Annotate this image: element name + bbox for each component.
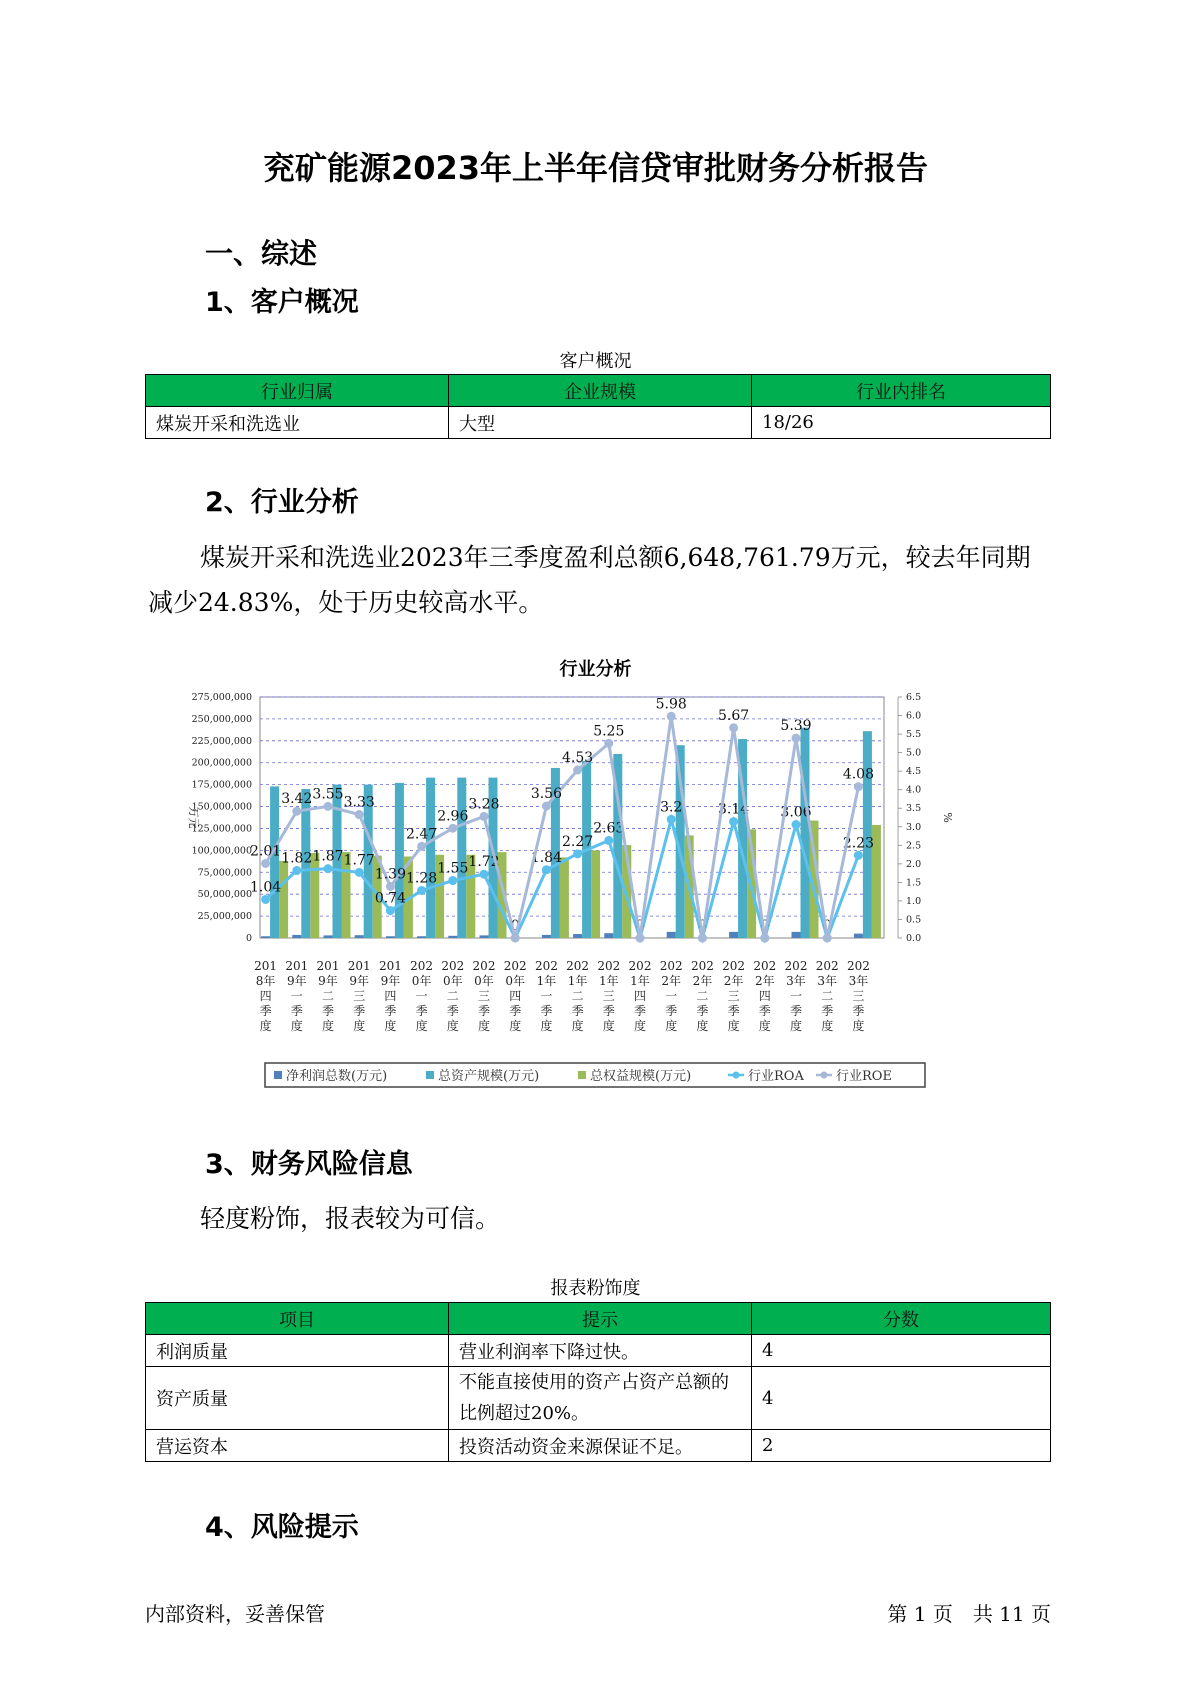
y-tick-label-right: 3.5 (906, 803, 922, 815)
y-tick-label-left: 50,000,000 (197, 889, 252, 901)
legend-label: 净利润总数(万元) (286, 1069, 388, 1084)
x-tick-label: 度 (789, 1019, 803, 1033)
x-tick-label: 2年 (723, 974, 744, 988)
table-header-cell: 分数 (752, 1303, 1051, 1335)
x-tick-label: 1年 (630, 974, 650, 988)
x-tick-label: 季 (665, 1004, 678, 1018)
data-label: 1.84 (530, 849, 562, 866)
bar (395, 783, 404, 938)
table-row (146, 1367, 1051, 1430)
legend-swatch (274, 1071, 282, 1079)
x-tick-label: 四 (633, 989, 647, 1003)
x-tick-label: 二 (696, 989, 709, 1003)
x-tick-label: 202 (784, 959, 808, 973)
bar (801, 728, 810, 938)
data-point (636, 934, 645, 943)
y-tick-label-right: 0.5 (906, 914, 922, 926)
data-label: 1.39 (374, 866, 406, 883)
x-tick-label: 度 (727, 1019, 740, 1033)
y-tick-label-right: 6.5 (906, 692, 922, 703)
footer-page-number: 第 1 页 共 11 页 (887, 1602, 1051, 1626)
x-tick-label: 度 (477, 1019, 491, 1033)
table-cell: 营运资本 (146, 1430, 449, 1462)
x-tick-label: 二 (446, 989, 459, 1003)
x-tick-label: 9年 (318, 974, 338, 988)
y-tick-label-left: 200,000,000 (191, 757, 252, 769)
x-tick-label: 202 (441, 959, 465, 973)
data-label: 1.28 (406, 870, 438, 887)
y-tick-label-left: 250,000,000 (191, 713, 252, 725)
x-tick-label: 2年 (754, 974, 775, 988)
table-header-cell: 项目 (146, 1303, 449, 1335)
subheading-financial-risk: 3、财务风险信息 (205, 1149, 413, 1180)
y-tick-label-right: 6.0 (906, 710, 922, 722)
bar (560, 857, 569, 938)
x-tick-label: 9年 (286, 974, 307, 988)
risk-table-caption: 报表粉饰度 (550, 1278, 641, 1299)
x-tick-label: 一 (540, 989, 553, 1003)
data-label: 1.04 (250, 879, 282, 896)
page-title: 兖矿能源2023年上半年信贷审批财务分析报告 (262, 149, 929, 187)
x-tick-label: 季 (758, 1004, 771, 1018)
x-tick-label: 0年 (411, 974, 432, 988)
data-point (448, 824, 457, 833)
x-tick-label: 度 (384, 1019, 397, 1033)
data-label: 4.08 (842, 766, 874, 783)
x-tick-label: 202 (722, 959, 746, 973)
data-label: 2.47 (406, 826, 438, 843)
bar (426, 778, 435, 938)
table-row (146, 407, 1051, 439)
data-label: 1.87 (312, 848, 344, 865)
data-label: 2.23 (842, 835, 874, 852)
data-label: 2.01 (250, 843, 282, 860)
x-tick-label: 202 (628, 959, 652, 973)
table-cell: 投资活动资金来源保证不足。 (449, 1430, 752, 1462)
data-point (292, 866, 301, 875)
data-point (261, 895, 270, 904)
x-tick-label: 201 (378, 959, 402, 973)
x-tick-label: 一 (665, 989, 678, 1003)
data-point (854, 782, 863, 791)
bar (457, 778, 466, 938)
data-point (480, 812, 489, 821)
y-tick-label-left: 125,000,000 (191, 823, 252, 835)
x-tick-label: 三 (353, 989, 366, 1003)
y-tick-label-right: 2.5 (906, 840, 922, 852)
legend-label: 行业ROA (748, 1069, 804, 1084)
data-label: 0 (635, 918, 645, 934)
data-label: 0 (510, 918, 520, 934)
data-point (480, 870, 489, 879)
data-point (386, 906, 395, 915)
x-tick-label: 度 (353, 1019, 366, 1033)
bar (729, 932, 738, 938)
legend-swatch (821, 1072, 828, 1079)
x-tick-label: 季 (852, 1004, 865, 1018)
bar (355, 935, 364, 938)
data-point (417, 842, 426, 851)
y-tick-label-left: 150,000,000 (191, 801, 252, 813)
data-label: 0.74 (374, 890, 406, 907)
y-tick-label-left: 100,000,000 (191, 845, 252, 857)
bar (270, 786, 279, 938)
x-tick-label: 202 (410, 959, 434, 973)
x-tick-label: 201 (316, 959, 340, 973)
x-tick-label: 度 (665, 1019, 678, 1033)
x-tick-label: 1年 (536, 974, 557, 988)
data-point (573, 766, 582, 775)
data-label: 1.72 (468, 854, 500, 871)
x-tick-label: 季 (571, 1004, 584, 1018)
footer-confidential: 内部资料，妥善保管 (145, 1602, 325, 1626)
legend-label: 总资产规模(万元) (438, 1069, 540, 1084)
x-tick-label: 三 (477, 989, 491, 1003)
y-axis-label-left: 万元 (187, 806, 200, 829)
x-tick-label: 202 (566, 959, 590, 973)
x-tick-label: 202 (534, 959, 558, 973)
data-point (729, 817, 738, 826)
data-label: 5.67 (718, 707, 750, 724)
x-tick-label: 季 (259, 1004, 272, 1018)
y-tick-label-right: 0.0 (906, 933, 922, 944)
x-tick-label: 201 (254, 959, 278, 973)
data-point (542, 802, 551, 811)
x-tick-label: 一 (290, 989, 303, 1003)
x-tick-label: 季 (477, 1004, 491, 1018)
data-point (448, 876, 457, 885)
data-label: 2.96 (437, 808, 469, 825)
x-tick-label: 度 (415, 1019, 428, 1033)
client-table-caption: 客户概况 (559, 351, 632, 372)
data-point (261, 859, 270, 868)
bar (854, 934, 863, 938)
data-point (854, 851, 863, 860)
data-label: 3.56 (530, 786, 562, 803)
x-tick-label: 202 (690, 959, 714, 973)
x-tick-label: 度 (509, 1019, 522, 1033)
data-point (542, 865, 551, 874)
data-label: 3.28 (468, 796, 500, 813)
table-cell: 大型 (449, 407, 752, 439)
bar (667, 932, 676, 938)
table-cell: 18/26 (752, 407, 1051, 439)
table-header-cell: 行业归属 (146, 375, 449, 407)
legend-swatch (578, 1071, 586, 1079)
data-label: 3.42 (281, 791, 313, 808)
x-tick-label: 度 (321, 1019, 335, 1033)
x-tick-label: 202 (597, 959, 621, 973)
x-tick-label: 202 (753, 959, 777, 973)
x-tick-label: 二 (821, 989, 834, 1003)
x-tick-label: 季 (446, 1004, 459, 1018)
data-point (324, 864, 333, 873)
industry-chart (160, 685, 1040, 1105)
bar (324, 935, 333, 938)
y-tick-label-right: 4.0 (906, 784, 922, 796)
data-point (667, 815, 676, 824)
x-tick-label: 0年 (505, 974, 526, 988)
section-heading-overview: 一、综述 (205, 237, 318, 270)
table-row (146, 1335, 1051, 1367)
y-tick-label-right: 3.0 (906, 821, 922, 833)
x-tick-label: 四 (509, 989, 522, 1003)
x-tick-label: 1年 (598, 974, 619, 988)
x-tick-label: 202 (472, 959, 496, 973)
legend-label: 行业ROE (836, 1069, 892, 1084)
x-tick-label: 9年 (380, 974, 401, 988)
y-tick-label-left: 175,000,000 (191, 779, 252, 791)
x-tick-label: 201 (347, 959, 371, 973)
x-tick-label: 202 (503, 959, 527, 973)
subheading-industry-analysis: 2、行业分析 (205, 487, 359, 518)
table-row (146, 1430, 1051, 1462)
x-tick-label: 1年 (567, 974, 588, 988)
x-tick-label: 度 (446, 1019, 459, 1033)
data-label: 3.2 (660, 799, 683, 816)
table-cell: 利润质量 (146, 1335, 449, 1367)
industry-paragraph: 煤炭开采和洗选业2023年三季度盈利总额6,648,761.79万元，较去年同期减少24.83%，处于历史较高水平。 (148, 543, 1031, 617)
bar (542, 935, 551, 938)
table-header-row (146, 375, 1051, 407)
data-point (604, 739, 613, 748)
x-tick-label: 2年 (661, 974, 682, 988)
y-tick-label-left: 225,000,000 (191, 735, 252, 747)
y-tick-label-right: 2.0 (906, 858, 922, 870)
data-label: 1.55 (437, 860, 469, 877)
y-tick-label-right: 1.0 (906, 895, 922, 907)
x-tick-label: 2年 (692, 974, 713, 988)
x-tick-label: 度 (758, 1019, 771, 1033)
data-point (386, 882, 395, 891)
data-point (417, 886, 426, 895)
bar (417, 936, 426, 938)
x-tick-label: 四 (384, 989, 397, 1003)
risk-paragraph: 轻度粉饰，报表较为可信。 (200, 1204, 501, 1233)
x-tick-label: 季 (384, 1004, 397, 1018)
x-tick-label: 度 (540, 1019, 553, 1033)
x-tick-label: 度 (571, 1019, 584, 1033)
x-tick-label: 201 (285, 959, 309, 973)
data-point (292, 807, 301, 816)
bar (279, 861, 288, 938)
data-point (355, 810, 364, 819)
legend-swatch (733, 1072, 740, 1079)
data-label: 1.82 (281, 850, 313, 867)
table-cell: 资产质量 (146, 1367, 449, 1430)
data-label: 3.06 (780, 804, 812, 821)
bar (604, 933, 613, 938)
data-label: 0 (822, 918, 832, 934)
x-tick-label: 二 (571, 989, 584, 1003)
y-tick-label-right: 5.0 (906, 747, 922, 759)
x-tick-label: 季 (509, 1004, 522, 1018)
table-header-cell: 提示 (449, 1303, 752, 1335)
x-tick-label: 季 (633, 1004, 647, 1018)
data-label: 5.39 (780, 718, 812, 735)
table-cell: 营业利润率下降过快。 (449, 1335, 752, 1367)
x-tick-label: 度 (821, 1019, 834, 1033)
table-header-cell: 企业规模 (449, 375, 752, 407)
bar (480, 935, 489, 938)
data-label: 0 (760, 918, 770, 934)
data-label: 3.55 (312, 786, 344, 803)
data-point (604, 836, 613, 845)
x-tick-label: 四 (259, 989, 272, 1003)
x-tick-label: 9年 (349, 974, 370, 988)
x-tick-label: 202 (815, 959, 839, 973)
subheading-client-overview: 1、客户概况 (205, 287, 359, 318)
bar (261, 936, 270, 938)
x-tick-label: 0年 (474, 974, 494, 988)
x-tick-label: 季 (321, 1004, 335, 1018)
y-axis-label-right: % (941, 812, 954, 823)
x-tick-label: 三 (852, 989, 865, 1003)
x-tick-label: 季 (540, 1004, 553, 1018)
client-overview-table (145, 374, 1051, 439)
x-tick-label: 一 (415, 989, 428, 1003)
data-point (698, 934, 707, 943)
x-tick-label: 季 (821, 1004, 834, 1018)
x-tick-label: 四 (758, 989, 771, 1003)
table-cell: 2 (752, 1430, 1051, 1462)
data-point (792, 820, 801, 829)
y-tick-label-right: 1.5 (906, 877, 922, 889)
x-tick-label: 季 (727, 1004, 740, 1018)
x-tick-label: 3年 (817, 974, 838, 988)
y-tick-label-right: 5.5 (906, 729, 922, 741)
table-header-row (146, 1303, 1051, 1335)
subheading-risk-warning: 4、风险提示 (205, 1512, 359, 1543)
y-tick-label-left: 275,000,000 (191, 692, 252, 703)
bar (591, 850, 600, 938)
x-tick-label: 季 (353, 1004, 366, 1018)
data-point (823, 934, 832, 943)
data-label: 5.98 (655, 696, 687, 713)
x-tick-label: 三 (727, 989, 740, 1003)
bar (573, 934, 582, 938)
data-label: 0 (697, 918, 707, 934)
data-point (760, 934, 769, 943)
data-point (667, 712, 676, 721)
table-header-cell: 行业内排名 (752, 375, 1051, 407)
data-point (355, 868, 364, 877)
bar (792, 932, 801, 938)
x-tick-label: 度 (852, 1019, 865, 1033)
bar (292, 935, 301, 938)
data-point (324, 802, 333, 811)
table-cell: 4 (752, 1335, 1051, 1367)
x-tick-label: 季 (602, 1004, 615, 1018)
x-tick-label: 季 (290, 1004, 303, 1018)
table-cell: 4 (752, 1367, 1051, 1430)
x-tick-label: 3年 (848, 974, 869, 988)
table-cell: 煤炭开采和洗选业 (146, 407, 449, 439)
data-point (511, 934, 520, 943)
x-tick-label: 季 (696, 1004, 709, 1018)
x-tick-label: 度 (259, 1019, 272, 1033)
x-tick-label: 度 (696, 1019, 709, 1033)
x-tick-label: 季 (789, 1004, 803, 1018)
x-tick-label: 202 (659, 959, 683, 973)
x-tick-label: 3年 (786, 974, 806, 988)
bar (448, 936, 457, 938)
bar (386, 936, 395, 938)
legend-swatch (426, 1071, 434, 1079)
x-tick-label: 季 (415, 1004, 428, 1018)
data-point (792, 734, 801, 743)
y-tick-label-left: 75,000,000 (197, 867, 252, 879)
x-tick-label: 一 (789, 989, 803, 1003)
data-point (573, 849, 582, 858)
table-cell: 不能直接使用的资产占资产总额的比例超过20%。 (449, 1367, 752, 1430)
data-label: 4.53 (562, 750, 594, 767)
data-label: 2.27 (562, 833, 594, 850)
data-point (729, 723, 738, 732)
x-tick-label: 度 (290, 1019, 303, 1033)
x-tick-label: 0年 (442, 974, 463, 988)
y-tick-label-right: 4.5 (906, 766, 922, 778)
y-tick-label-left: 25,000,000 (197, 911, 252, 923)
x-tick-label: 202 (846, 959, 870, 973)
risk-table (145, 1302, 1051, 1462)
data-label: 2.63 (593, 820, 625, 837)
chart-title: 行业分析 (559, 659, 632, 680)
legend-label: 总权益规模(万元) (590, 1069, 692, 1084)
data-label: 3.14 (718, 801, 750, 818)
y-tick-label-left: 0 (245, 933, 252, 944)
data-label: 3.33 (343, 794, 375, 811)
x-tick-label: 8年 (255, 974, 276, 988)
data-label: 5.25 (593, 723, 625, 740)
x-tick-label: 三 (602, 989, 615, 1003)
x-tick-label: 度 (602, 1019, 615, 1033)
x-tick-label: 度 (633, 1019, 647, 1033)
x-tick-label: 二 (321, 989, 335, 1003)
data-label: 1.77 (343, 852, 375, 869)
